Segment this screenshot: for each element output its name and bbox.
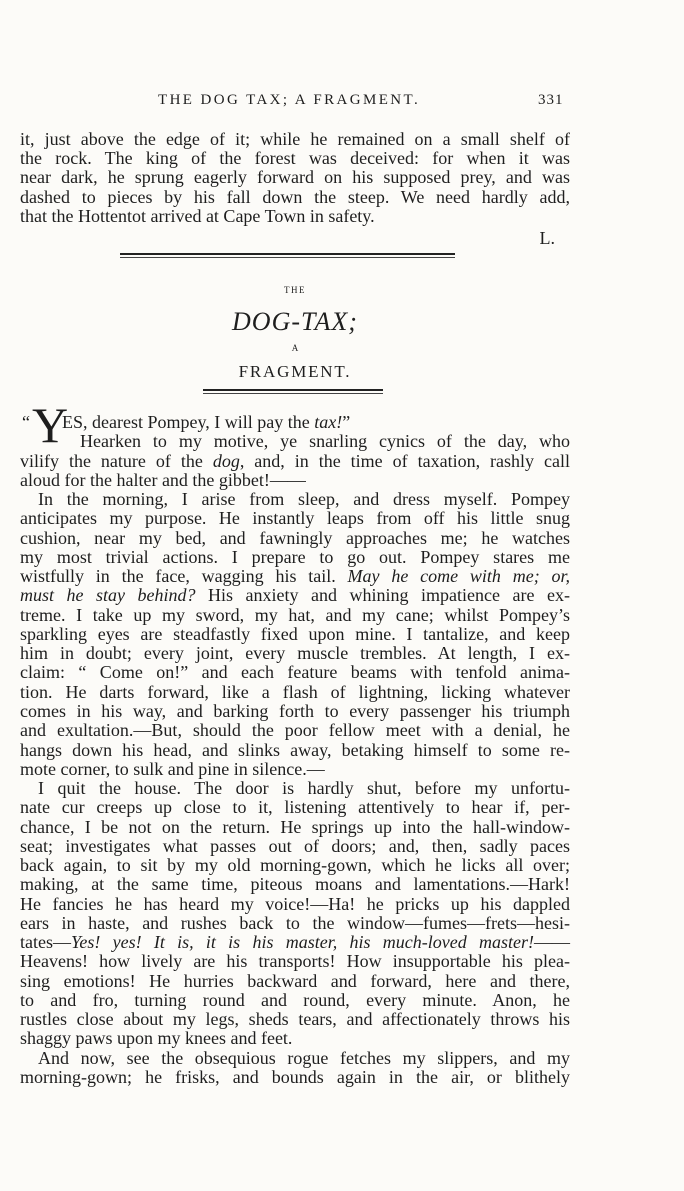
running-head [0,90,684,110]
text-line: cushion, near my bed, and fawningly approaches me; he watches [20,527,570,548]
text-line: near dark, he sprung eagerly forward on his supposed prey, and was [20,167,570,188]
article-connector: A [291,343,299,353]
running-head-title: THE DOG TAX; A FRAGMENT. [158,92,421,108]
text-line [20,567,570,586]
text-segment: His anxiety and whining impatience are ex- [195,585,570,606]
text-line: He fancies he has heard my voice!—Ha! he pricks up his dappled [20,893,570,914]
article-pre-title: THE [284,285,306,295]
text-line: back again, to sit by my old morning-gown, which he licks all over; [20,855,570,876]
text-line: that the Hottentot arrived at Cape Town in safety. [20,205,375,226]
paragraph-hearken [20,432,570,490]
text-line: comes in his way, and barking forth to every passenger his triumph [20,700,570,721]
italic-text: dog [212,450,240,471]
opening-quote-mark: “ [22,412,30,432]
text-line: Heavens! how lively are his transports! How insupportable his plea- [20,951,570,972]
text-segment: tates— [20,932,71,953]
text-segment: vilify the nature of the [20,450,213,471]
text-line [20,586,570,605]
text-line: the rock. The king of the forest was deceived: for when it was [20,148,570,169]
text-line: rustles close about my legs, sheds tears, and affectionately throws his [20,1009,570,1030]
author-signature: L. [539,228,555,248]
opening-text [20,413,570,432]
text-line: and exultation.—But, should the poor fellow meet with a denial, he [20,720,570,741]
article-subtitle: FRAGMENT. [238,362,352,381]
text-line: I quit the house. The door is hardly shut, before my unfortu- [38,778,570,799]
text-line: dashed to pieces by his fall down the steep. We need hardly add, [20,186,570,207]
text-line: treme. I take up my sword, my hat, and my cane; whilst Pompey’s [20,604,570,625]
text-line: claim: “ Come on!” and each feature beams with tenfold anima- [20,662,570,683]
previous-article-ending [20,130,570,226]
text-segment: —— [534,932,570,953]
italic-text: tax! [314,412,343,432]
text-line: Hearken to my motive, ye snarling cynics of the day, who [80,431,570,452]
drop-cap: Y [32,397,69,453]
text-line: sparkling eyes are steadfastly fixed upon mine. I tantalize, and keep [20,623,570,644]
text-line: ears in haste, and rushes back to the window—fumes—frets—hesi- [20,912,570,933]
text-line: it, just above the edge of it; while he remained on a small shelf of [20,129,570,149]
text-line: seat; investigates what passes out of doors; and, then, sadly paces [20,835,570,856]
article-title: DOG-TAX; [232,307,358,336]
page-number: 331 [538,92,564,108]
closing-quote-mark: ” [342,412,351,432]
article-body [20,397,570,1088]
heading-rule [203,389,383,394]
text-line: morning-gown; he frisks, and bounds again in the air, or blithely [20,1067,570,1088]
opening-text-segment: ES, dearest Pompey, I will pay the [62,412,315,432]
text-line: tion. He darts forward, like a flash of lightning, licking whatever [20,681,570,702]
text-line: And now, see the obsequious rogue fetches my slippers, and my [38,1047,570,1068]
text-line: aloud for the halter and the gibbet!—— [20,469,306,490]
paragraph-morning [20,490,570,779]
text-segment: wistfully in the face, wagging his tail. [20,566,348,587]
paragraph-and-now [20,1049,570,1088]
text-line: to and fro, turning round and round, every minute. Anon, he [20,989,570,1010]
text-line: making, at the same time, piteous moans and lamentations.—Hark! [20,874,570,895]
text-line: sing emotions! He hurries backward and forward, here and there, [20,970,570,991]
section-divider [120,253,455,258]
italic-text: Yes! yes! It is, it is his master, his much-loved master! [71,932,534,953]
text-line [20,933,570,952]
text-line: In the morning, I arise from sleep, and dress myself. Pompey [38,489,570,510]
text-line: him in doubt; every joint, every muscle trembles. At length, I ex- [20,643,570,664]
text-line: my most trivial actions. I prepare to go out. Pompey stares me [20,546,570,567]
text-line: chance, I be not on the return. He springs up into the hall-window- [20,816,570,837]
italic-text: May he come with me; or, [347,566,570,587]
text-line: shaggy paws upon my knees and feet. [20,1028,293,1049]
italic-text: must he stay behind? [20,585,196,606]
text-line: mote corner, to sulk and pine in silence.— [20,758,325,779]
text-line: hangs down his head, and slinks away, betaking himself to some re- [20,739,570,760]
text-line: anticipates my purpose. He instantly leaps from off his little snug [20,508,570,529]
paragraph-quit-house [20,779,570,1049]
text-line: nate cur creeps up close to it, listening attentively to hear if, per- [20,797,570,818]
text-line [20,452,570,471]
text-segment: , and, in the time of taxation, rashly call [239,450,570,471]
